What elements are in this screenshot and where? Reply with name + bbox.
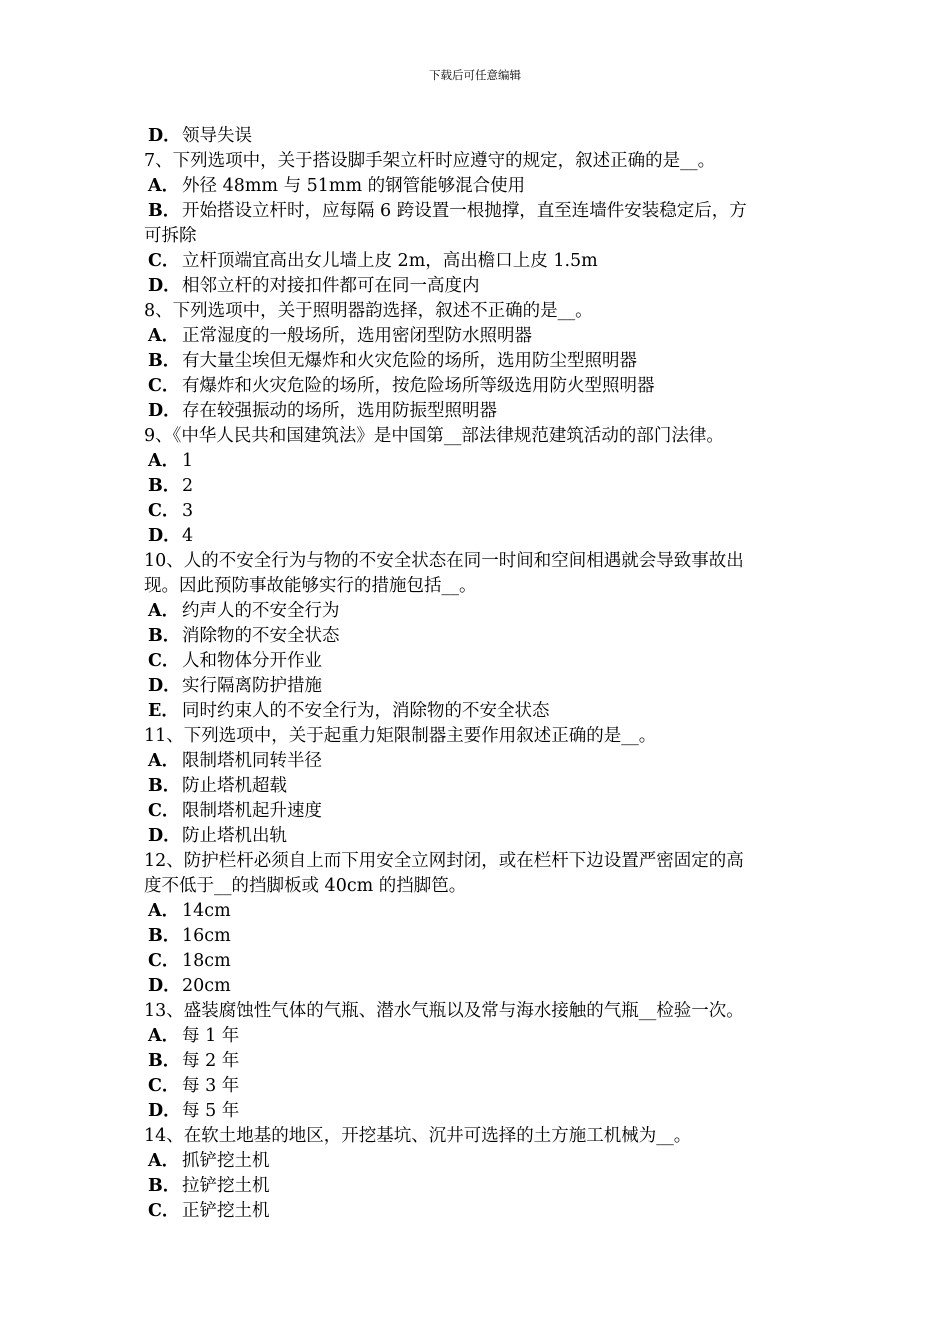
- answer-option: [144, 349, 812, 374]
- option-letter: A．: [148, 1026, 180, 1046]
- answer-option: [144, 499, 812, 524]
- answer-option: [144, 649, 812, 674]
- answer-option: [144, 1024, 812, 1049]
- option-letter: B．: [148, 1051, 181, 1071]
- option-letter: C．: [148, 501, 180, 521]
- option-letter: C．: [148, 951, 180, 971]
- question-text: [144, 724, 812, 749]
- option-text: 约声人的不安全行为: [182, 601, 340, 621]
- option-letter: A．: [148, 751, 180, 771]
- option-text: 20cm: [182, 976, 231, 996]
- option-text: 正铲挖土机: [182, 1201, 270, 1221]
- question-text: [144, 149, 812, 174]
- question-text: [144, 999, 812, 1024]
- option-text: 有爆炸和火灾危险的场所，按危险场所等级选用防火型照明器: [182, 376, 655, 396]
- question-text: [144, 849, 812, 874]
- question-line: 现。因此预防事故能够实行的措施包括__。: [144, 576, 477, 596]
- option-letter: A．: [148, 326, 180, 346]
- answer-option: [144, 124, 812, 149]
- answer-option: [144, 199, 812, 224]
- option-letter: B．: [148, 201, 181, 221]
- option-letter: C．: [148, 801, 180, 821]
- question-line: 11、下列选项中，关于起重力矩限制器主要作用叙述正确的是__。: [144, 726, 657, 746]
- question-line: 8、下列选项中，关于照明器韵选择，叙述不正确的是__。: [144, 301, 593, 321]
- question-text: [144, 299, 812, 324]
- answer-option: [144, 1074, 812, 1099]
- option-text: 限制塔机起升速度: [182, 801, 322, 821]
- option-letter: A．: [148, 176, 180, 196]
- question-line: 可拆除: [144, 226, 197, 246]
- page-header: 下载后可任意编辑: [429, 68, 521, 82]
- option-text: 开始搭设立杆时，应每隔 6 跨设置一根抛撑，直至连墙件安装稳定后，方: [182, 201, 747, 221]
- question-text: [144, 1124, 812, 1149]
- question-text: [144, 424, 812, 449]
- option-text: 限制塔机同转半径: [182, 751, 322, 771]
- answer-option: [144, 1174, 812, 1199]
- option-letter: C．: [148, 251, 180, 271]
- option-text: 人和物体分开作业: [182, 651, 322, 671]
- question-line: 度不低于__的挡脚板或 40cm 的挡脚笆。: [144, 876, 467, 896]
- option-text: 3: [182, 501, 194, 521]
- answer-option: [144, 1199, 812, 1224]
- option-text: 相邻立杆的对接扣件都可在同一高度内: [182, 276, 480, 296]
- question-text: [144, 549, 812, 574]
- option-letter: C．: [148, 651, 180, 671]
- answer-option: [144, 249, 812, 274]
- option-text: 每 1 年: [182, 1026, 240, 1046]
- question-text: [144, 224, 812, 249]
- option-letter: B．: [148, 926, 181, 946]
- answer-option: [144, 374, 812, 399]
- option-text: 防止塔机出轨: [182, 826, 287, 846]
- answer-option: [144, 774, 812, 799]
- answer-option: [144, 524, 812, 549]
- answer-option: [144, 699, 812, 724]
- option-text: 有大量尘埃但无爆炸和火灾危险的场所，选用防尘型照明器: [182, 351, 637, 371]
- answer-option: [144, 674, 812, 699]
- option-letter: D．: [148, 401, 181, 421]
- option-text: 存在较强振动的场所，选用防振型照明器: [182, 401, 497, 421]
- question-line: 9、《中华人民共和国建筑法》是中国第__部法律规范建筑活动的部门法律。: [144, 426, 724, 446]
- option-letter: B．: [148, 1176, 181, 1196]
- option-text: 立杆顶端宜高出女儿墙上皮 2m，高出檐口上皮 1.5m: [182, 251, 598, 271]
- option-text: 14cm: [182, 901, 231, 921]
- answer-option: [144, 274, 812, 299]
- option-text: 1: [182, 451, 194, 471]
- option-letter: C．: [148, 376, 180, 396]
- option-letter: D．: [148, 1101, 181, 1121]
- option-text: 每 2 年: [182, 1051, 240, 1071]
- option-letter: A．: [148, 451, 180, 471]
- option-letter: A．: [148, 601, 180, 621]
- option-text: 每 3 年: [182, 1076, 240, 1096]
- option-text: 同时约束人的不安全行为，消除物的不安全状态: [182, 701, 550, 721]
- document-body: [144, 124, 812, 1224]
- answer-option: [144, 624, 812, 649]
- option-letter: A．: [148, 901, 180, 921]
- question-line: 10、人的不安全行为与物的不安全状态在同一时间和空间相遇就会导致事故出: [144, 551, 744, 571]
- answer-option: [144, 449, 812, 474]
- answer-option: [144, 599, 812, 624]
- option-letter: B．: [148, 626, 181, 646]
- option-text: 防止塔机超载: [182, 776, 287, 796]
- question-text: [144, 874, 812, 899]
- answer-option: [144, 924, 812, 949]
- option-text: 实行隔离防护措施: [182, 676, 322, 696]
- answer-option: [144, 799, 812, 824]
- question-text: [144, 574, 812, 599]
- answer-option: [144, 974, 812, 999]
- answer-option: [144, 1049, 812, 1074]
- answer-option: [144, 324, 812, 349]
- option-letter: B．: [148, 776, 181, 796]
- question-line: 13、盛装腐蚀性气体的气瓶、潜水气瓶以及常与海水接触的气瓶__检验一次。: [144, 1001, 744, 1021]
- question-line: 14、在软土地基的地区，开挖基坑、沉井可选择的土方施工机械为__。: [144, 1126, 692, 1146]
- option-letter: D．: [148, 676, 181, 696]
- option-text: 领导失误: [182, 126, 252, 146]
- option-letter: B．: [148, 476, 181, 496]
- option-letter: D．: [148, 826, 181, 846]
- option-text: 2: [182, 476, 194, 496]
- option-text: 拉铲挖土机: [182, 1176, 270, 1196]
- question-line: 7、下列选项中，关于搭设脚手架立杆时应遵守的规定，叙述正确的是__。: [144, 151, 716, 171]
- option-text: 抓铲挖土机: [182, 1151, 270, 1171]
- answer-option: [144, 474, 812, 499]
- option-text: 4: [182, 526, 194, 546]
- option-letter: C．: [148, 1201, 180, 1221]
- option-letter: B．: [148, 351, 181, 371]
- option-text: 16cm: [182, 926, 231, 946]
- answer-option: [144, 749, 812, 774]
- question-line: 12、防护栏杆必须自上而下用安全立网封闭，或在栏杆下边设置严密固定的高: [144, 851, 744, 871]
- option-text: 外径 48mm 与 51mm 的钢管能够混合使用: [182, 176, 526, 196]
- option-letter: D．: [148, 126, 181, 146]
- answer-option: [144, 174, 812, 199]
- option-text: 正常湿度的一般场所，选用密闭型防水照明器: [182, 326, 532, 346]
- option-text: 每 5 年: [182, 1101, 240, 1121]
- option-text: 消除物的不安全状态: [182, 626, 340, 646]
- answer-option: [144, 949, 812, 974]
- answer-option: [144, 1149, 812, 1174]
- option-letter: D．: [148, 276, 181, 296]
- option-letter: E．: [148, 701, 179, 721]
- option-letter: D．: [148, 976, 181, 996]
- answer-option: [144, 399, 812, 424]
- answer-option: [144, 1099, 812, 1124]
- option-letter: C．: [148, 1076, 180, 1096]
- answer-option: [144, 824, 812, 849]
- answer-option: [144, 899, 812, 924]
- option-letter: A．: [148, 1151, 180, 1171]
- option-letter: D．: [148, 526, 181, 546]
- option-text: 18cm: [182, 951, 231, 971]
